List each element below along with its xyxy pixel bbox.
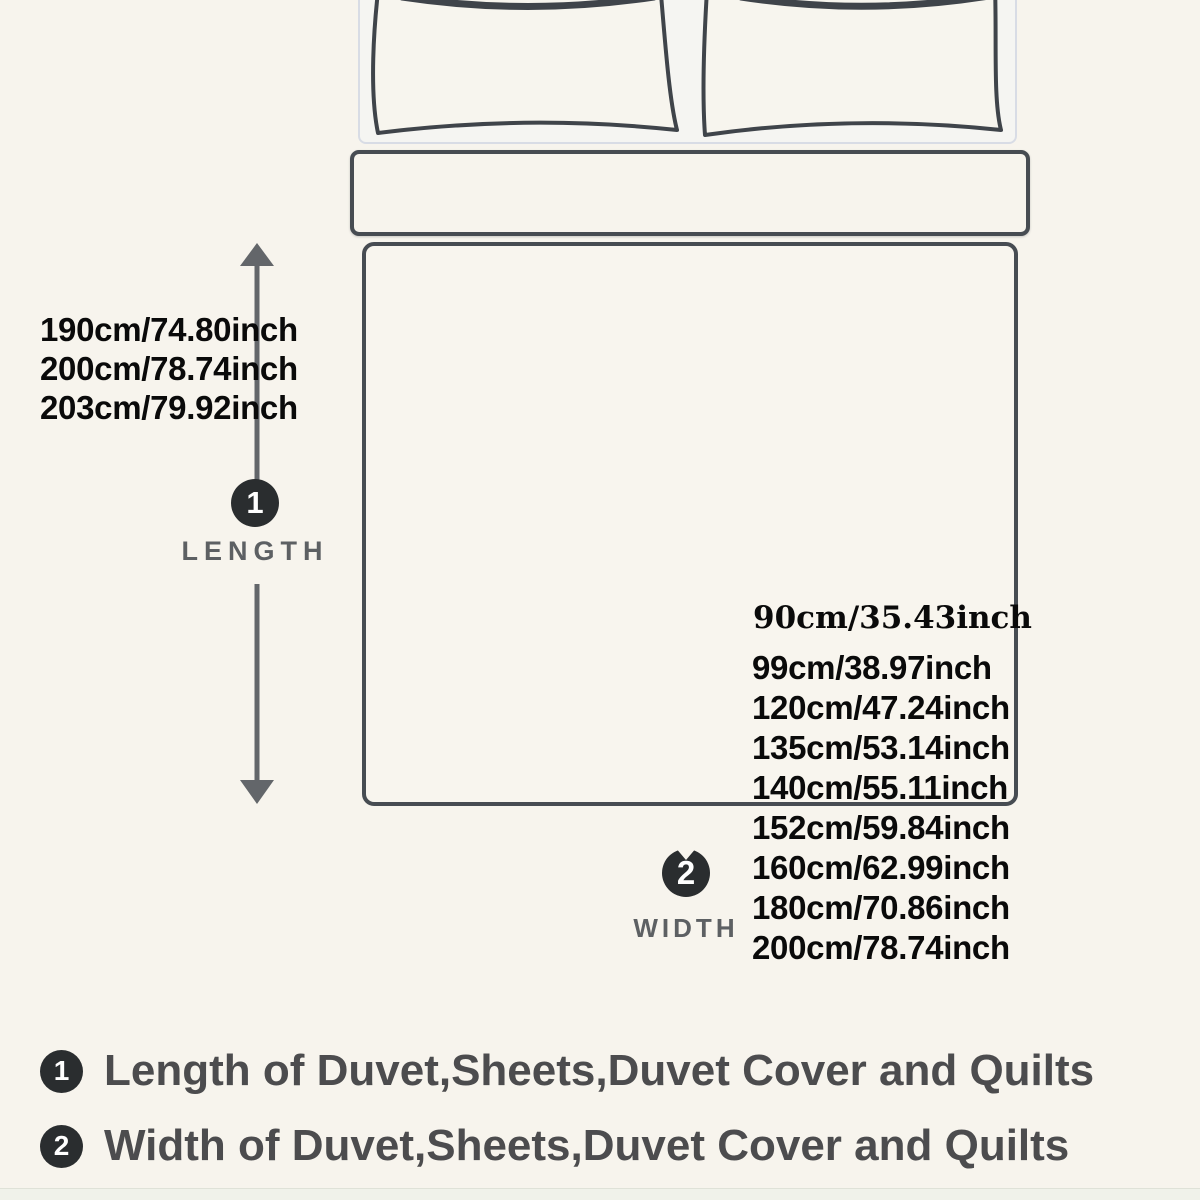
legend-text-length: Length of Duvet,Sheets,Duvet Cover and Quilts <box>104 1046 1095 1095</box>
length-badge-number: 1 <box>246 485 264 520</box>
width-value-serif: 90cm/35.43inch <box>753 600 1032 636</box>
width-badge-number: 2 <box>676 854 696 891</box>
width-value: 120cm/47.24inch <box>752 689 1010 726</box>
length-value: 203cm/79.92inch <box>40 389 298 426</box>
width-badge <box>662 849 710 897</box>
width-value: 180cm/70.86inch <box>752 889 1010 926</box>
width-value: 152cm/59.84inch <box>752 809 1010 846</box>
legend-item-length <box>40 1044 1180 1098</box>
sheet-band <box>350 150 1030 236</box>
arrow-down-icon <box>240 780 274 804</box>
pillow-left <box>373 0 677 133</box>
width-value: 135cm/53.14inch <box>752 729 1010 766</box>
width-value: 200cm/78.74inch <box>752 929 1010 966</box>
legend-badge-1-number: 1 <box>53 1055 70 1086</box>
legend-badge-1 <box>40 1050 83 1093</box>
length-value: 190cm/74.80inch <box>40 311 298 348</box>
width-value: 140cm/55.11inch <box>752 769 1009 806</box>
width-measurements <box>752 648 1010 968</box>
length-badge <box>231 479 279 527</box>
width-value: 99cm/38.97inch <box>752 649 992 686</box>
width-badge-notch <box>675 847 697 860</box>
length-title: LENGTH <box>181 536 329 566</box>
width-title: WIDTH <box>633 913 739 943</box>
legend-badge-2 <box>40 1125 83 1168</box>
pillow-right <box>704 0 1001 135</box>
legend-text-width: Width of Duvet,Sheets,Duvet Cover and Quilts <box>104 1121 1070 1170</box>
legend-item-width <box>40 1119 1180 1173</box>
length-measurements <box>40 310 298 427</box>
bottom-strip <box>0 1188 1200 1200</box>
width-value: 160cm/62.99inch <box>752 849 1010 886</box>
length-value: 200cm/78.74inch <box>40 350 298 387</box>
pillows-illustration <box>340 0 1040 150</box>
legend-badge-2-number: 2 <box>53 1130 70 1161</box>
